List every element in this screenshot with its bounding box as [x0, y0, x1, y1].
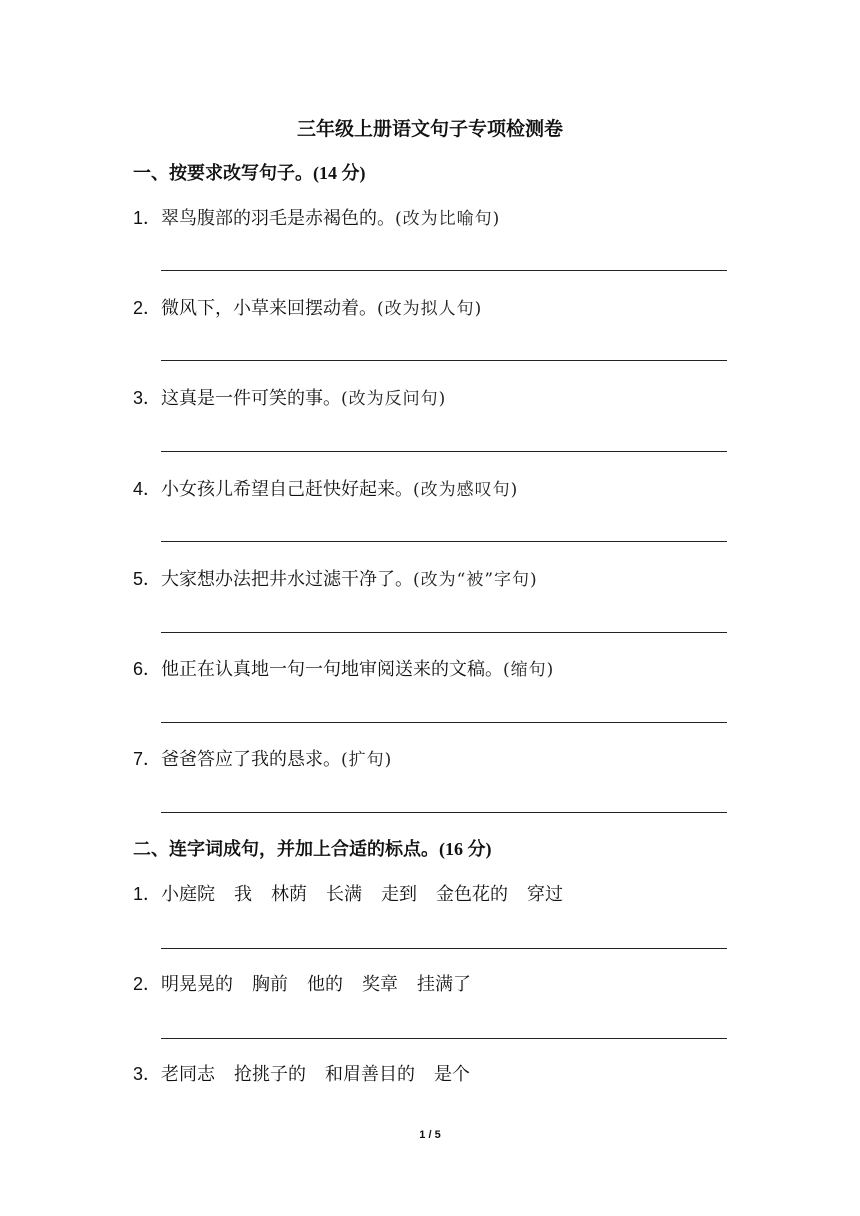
- word-token: 奖章: [362, 974, 398, 995]
- answer-line[interactable]: [161, 541, 727, 542]
- section-2-heading: [133, 836, 492, 863]
- question-number: 3．: [133, 1064, 162, 1084]
- word-token: 是个: [434, 1064, 470, 1085]
- answer-line[interactable]: [161, 632, 727, 633]
- question-text: 小女孩儿希望自己赶快好起来。: [161, 479, 413, 500]
- question-instruction: (改为反问句): [341, 389, 447, 409]
- question-text: 微风下，小草来回摆动着。: [161, 298, 377, 319]
- question-instruction: (改为感叹句): [413, 480, 519, 500]
- question-number: 7．: [133, 749, 162, 769]
- word-token: 胸前: [252, 974, 288, 995]
- question-number: 5．: [133, 569, 162, 589]
- question-number: 1．: [133, 208, 162, 228]
- question-text: 爸爸答应了我的恳求。: [161, 749, 341, 770]
- word-token: 走到: [381, 884, 417, 905]
- word-token: 小庭院: [161, 884, 215, 905]
- section-2-score: (16 分): [439, 839, 492, 859]
- question-number: 4．: [133, 479, 162, 499]
- word-token: 他的: [307, 974, 343, 995]
- question-instruction: (扩句): [341, 750, 393, 770]
- word-token: 我: [234, 884, 252, 905]
- question-text: 大家想办法把井水过滤干净了。: [161, 569, 413, 590]
- answer-line[interactable]: [161, 948, 727, 949]
- answer-line[interactable]: [161, 812, 727, 813]
- word-token: 林荫: [271, 884, 307, 905]
- answer-line[interactable]: [161, 722, 727, 723]
- question-instruction: (改为“被”字句): [413, 570, 538, 590]
- word-token: 老同志: [161, 1064, 215, 1085]
- question-number: 1．: [133, 884, 162, 904]
- question-instruction: (改为比喻句): [395, 209, 501, 229]
- question-number: 3．: [133, 388, 162, 408]
- question-number: 2．: [133, 298, 162, 318]
- word-token: 挂满了: [417, 974, 471, 995]
- answer-line[interactable]: [161, 1038, 727, 1039]
- question-1-7: [133, 746, 392, 773]
- question-number: 6．: [133, 659, 162, 679]
- section-1-heading: [133, 160, 366, 187]
- word-token: 抢挑子的: [234, 1064, 306, 1085]
- question-text: 翠鸟腹部的羽毛是赤褐色的。: [161, 208, 395, 229]
- page-number: 1 / 5: [419, 1129, 441, 1141]
- answer-line[interactable]: [161, 270, 727, 271]
- question-number: 2．: [133, 974, 162, 994]
- question-1-5: [133, 566, 538, 593]
- question-text: 这真是一件可笑的事。: [161, 388, 341, 409]
- word-token: 长满: [326, 884, 362, 905]
- question-1-2: [133, 295, 482, 322]
- answer-line[interactable]: [161, 360, 727, 361]
- question-instruction: (缩句): [503, 660, 555, 680]
- word-token: 穿过: [527, 884, 563, 905]
- question-1-6: [133, 656, 554, 683]
- section-1-heading-text: 一、按要求改写句子。: [133, 163, 313, 184]
- question-2-1: [133, 881, 582, 908]
- answer-line[interactable]: [161, 451, 727, 452]
- question-1-1: [133, 205, 500, 232]
- word-token: 和眉善目的: [325, 1064, 415, 1085]
- question-2-3: [133, 1061, 489, 1088]
- section-1-score: (14 分): [313, 163, 366, 183]
- question-1-3: [133, 385, 446, 412]
- section-2-heading-text: 二、连字词成句，并加上合适的标点。: [133, 839, 439, 860]
- question-text: 他正在认真地一句一句地审阅送来的文稿。: [161, 659, 503, 680]
- word-token: 金色花的: [436, 884, 508, 905]
- question-1-4: [133, 476, 518, 503]
- page-title: 三年级上册语文句子专项检测卷: [296, 118, 563, 140]
- word-token: 明晃晃的: [161, 974, 233, 995]
- question-instruction: (改为拟人句): [377, 299, 483, 319]
- question-2-2: [133, 971, 490, 998]
